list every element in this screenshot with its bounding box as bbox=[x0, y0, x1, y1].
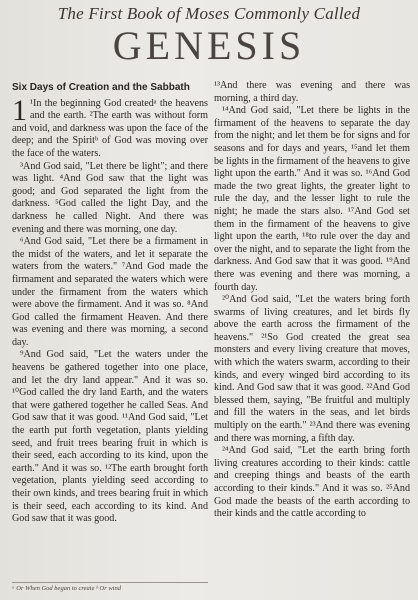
paragraph-4: ⁹And God said, "Let the waters under the heavens be gathered together into one place, and let the dry land appear." And it was so. ¹⁰God called the dry land Earth, and the waters that were gathered together he called Seas. And God saw that it was good. ¹¹And God said, "Let the earth put forth vegetation, plants yielding seed, and fruit trees bearing fruit in which is their seed, each according to its kind, upon the earth." And it was so. ¹²The earth brought forth vegetation, plants yielding seed according to their own kinds, and trees bearing fruit in which is their seed, each according to its kind. And God saw that it was good. bbox=[12, 349, 208, 525]
paragraph-1 bbox=[12, 93, 208, 161]
left-column bbox=[12, 82, 208, 526]
paragraph-3: ⁶And God said, "Let there be a firmament in the midst of the waters, and let it separate the waters from the waters." ⁷And God made the firmament and separated the waters which were under the firmament from the waters which were above the firmament. And it was so. ⁸And God called the firmament Heaven. And there was evening and there was morning, a second day. bbox=[12, 236, 208, 348]
paragraph-7: ²⁰And God said, "Let the waters bring forth swarms of living creatures, and let birds fly above the earth across the firmament of the heavens." ²¹So God created the great sea monsters and every living creature that moves, with which the waters swarm, according to their kinds, and every winged bird according to its kind. And God saw that it was good. ²²And God blessed them, saying, "Be fruitful and multiply and fill the waters in the seas, and let birds multiply on the earth." ²³And there was evening and there was morning, a fifth day. bbox=[214, 294, 410, 444]
footnotes: ᵃ Or When God began to create ᵇ Or wind bbox=[12, 582, 208, 592]
verse-text-1: ¹In the beginning God createdᵃ the heavens and the earth. ²The earth was without form and void, and darkness was upon the face of the deep; and the Spiritᵇ of God was moving over the face of the waters. bbox=[12, 97, 208, 159]
paragraph-6: ¹⁴And God said, "Let there be lights in the firmament of the heavens to separate the day from the night; and let them be for signs and for seasons and for days and years, ¹⁵and let them be lights in the firmament of the heavens to give light upon the earth." And it was so. ¹⁶And God made the two great lights, the greater light to rule the day, and the lesser light to rule the night; he made the stars also. ¹⁷And God set them in the firmament of the heavens to give light upon the earth, ¹⁸to rule over the day and over the night, and to separate the light from the darkness. And God saw that it was good. ¹⁹And there was evening and there was morning, a fourth day. bbox=[214, 105, 410, 293]
paragraph-8: ²⁴And God said, "Let the earth bring forth living creatures according to their kinds: cattle and creeping things and beasts of the earth according to their kinds." And it was so. ²⁵And God made the beasts of the earth according to their kinds and the cattle according to bbox=[214, 445, 410, 520]
book-title: GENESIS bbox=[112, 23, 306, 68]
section-heading: Six Days of Creation and the Sabbath bbox=[12, 82, 190, 93]
paragraph-5: ¹³And there was evening and there was morning, a third day. bbox=[214, 80, 410, 104]
chapter-number: 1 bbox=[12, 93, 27, 127]
book-header bbox=[0, 0, 418, 69]
paragraph-2: ³And God said, "Let there be light"; and there was light. ⁴And God saw that the light was good; and God separated the light from the darkness. ⁵God called the light Day, and the darkness he called Night. And there was evening and there was morning, one day. bbox=[12, 160, 208, 235]
right-column bbox=[214, 80, 410, 521]
book-subtitle: The First Book of Moses Commonly Called bbox=[57, 4, 361, 23]
